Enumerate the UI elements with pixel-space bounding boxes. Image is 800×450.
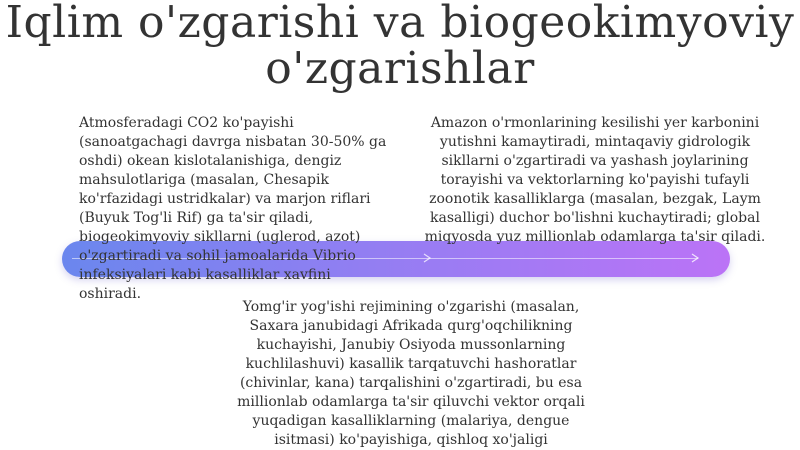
text-block-rainfall: Yomg'ir yog'ishi rejimining o'zgarishi (masalan, Saxara janubidagi Afrikada qurg'oqchilikning kuchayishi, Janubiy Osiyoda mussonlarning kuchlilashuvi) kasallik tarqatuvchi hashoratlar (chivinlar, kana) tarqalishini o'zgartiradi, bu esa millionlab odamlarga ta'sir qiluvchi vektor orqali yuqadigan kasalliklarning (malariya, dengue isitmasi) ko'payishiga, qishloq xo'jaligi: [237, 299, 585, 448]
slide-title: Iqlim o'zgarishi va biogeokimyoviy o'zgarishlar: [5, 0, 795, 94]
text-block-co2: Atmosferadagi CO2 ko'payishi (sanoatgachagi davrga nisbatan 30-50% ga oshdi) okean kislotalanishiga, dengiz mahsulotlariga (masalan, Chesapik ko'rfazidagi ustridkalar) va marjon riflari (Buyuk Tog'li Rif) ga ta'sir qiladi, biogeokimyoviy sikllarni (uglerod, azot) o'zgartiradi va sohil jamoalarida Vibrio infeksiyalari kabi kasalliklar xavfini oshiradi.: [79, 115, 387, 302]
text-block-amazon: Amazon o'rmonlarining kesilishi yer karbonini yutishni kamaytiradi, mintaqaviy gidrologik sikllarni o'zgartiradi va yashash joylarining torayishi va vektorlarning ko'payishi tufayli zoonotik kasalliklarga (masalan, bezgak, Laym kasalligi) duchor bo'lishni kuchaytiradi; global miqyosda yuz millionlab odamlarga ta'sir qiladi.: [424, 115, 766, 245]
arrow-right-icon: [422, 253, 432, 263]
arrow-right-icon: [690, 253, 700, 263]
